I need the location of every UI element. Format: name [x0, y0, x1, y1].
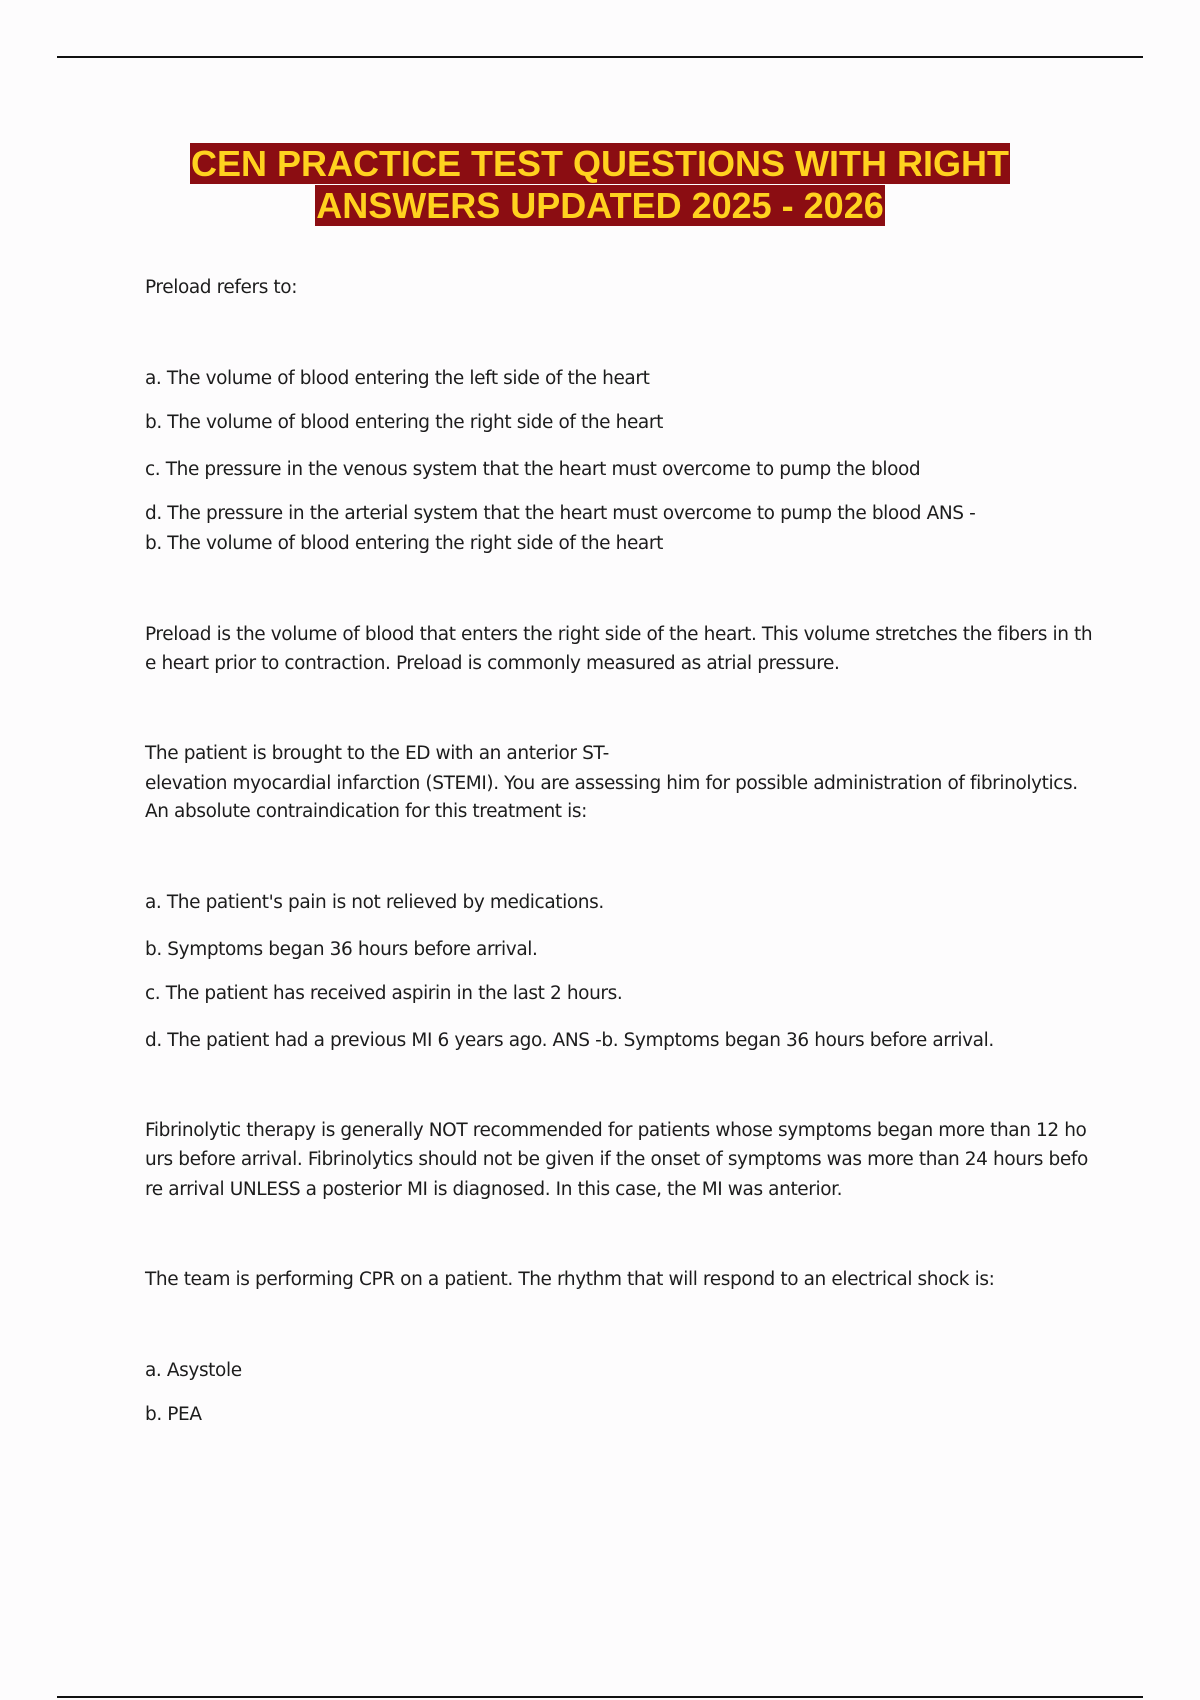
document-title	[0, 143, 1200, 227]
q3-option-a: a. Asystole	[145, 1360, 242, 1381]
q1-explanation-line-1: Preload is the volume of blood that enters the right side of the heart. This volume stretches the fibers in th	[145, 624, 1093, 645]
q1-answer: b. The volume of blood entering the right side of the heart	[145, 533, 663, 554]
q1-option-b: b. The volume of blood entering the right side of the heart	[145, 412, 663, 433]
q2-question-line-3: An absolute contraindication for this treatment is:	[145, 801, 587, 822]
q2-question-line-2: elevation myocardial infarction (STEMI). You are assessing him for possible administration of fibrinolytics.	[145, 773, 1078, 794]
q2-explanation-line-1: Fibrinolytic therapy is generally NOT recommended for patients whose symptoms began more than 12 ho	[145, 1120, 1087, 1141]
title-line-1: CEN PRACTICE TEST QUESTIONS WITH RIGHT	[190, 143, 1009, 184]
q3-option-b: b. PEA	[145, 1404, 202, 1425]
q2-question-line-1: The patient is brought to the ED with an anterior ST-	[145, 743, 609, 764]
q1-question: Preload refers to:	[145, 277, 298, 298]
q1-option-a: a. The volume of blood entering the left side of the heart	[145, 368, 650, 389]
q3-question: The team is performing CPR on a patient. The rhythm that will respond to an electrical shock is:	[145, 1269, 995, 1290]
q2-option-b: b. Symptoms began 36 hours before arrival.	[145, 939, 538, 960]
q2-option-c: c. The patient has received aspirin in the last 2 hours.	[145, 983, 623, 1004]
q2-explanation-line-3: re arrival UNLESS a posterior MI is diagnosed. In this case, the MI was anterior.	[145, 1179, 843, 1200]
q1-explanation-line-2: e heart prior to contraction. Preload is commonly measured as atrial pressure.	[145, 653, 840, 674]
q2-explanation-line-2: urs before arrival. Fibrinolytics should not be given if the onset of symptoms was more than 24 hours befo	[145, 1149, 1088, 1170]
q1-option-c: c. The pressure in the venous system that the heart must overcome to pump the blood	[145, 459, 921, 480]
q2-option-a: a. The patient's pain is not relieved by medications.	[145, 892, 604, 913]
top-rule	[57, 56, 1143, 58]
q2-option-d: d. The patient had a previous MI 6 years ago. ANS -b. Symptoms began 36 hours before arrival.	[145, 1030, 994, 1051]
q1-option-d: d. The pressure in the arterial system that the heart must overcome to pump the blood ANS -	[145, 503, 976, 524]
title-line-2: ANSWERS UPDATED 2025 - 2026	[316, 185, 884, 226]
bottom-rule	[57, 1696, 1143, 1698]
